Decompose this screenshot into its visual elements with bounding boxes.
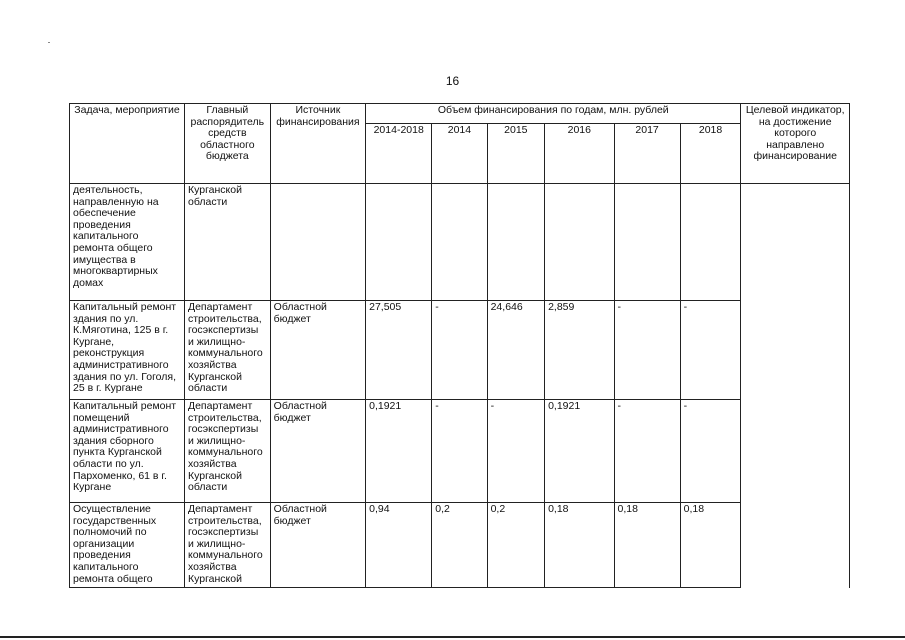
- source-cell: Областной бюджет: [270, 503, 365, 588]
- header-funding: Объем финансирования по годам, млн. рублей: [366, 104, 741, 124]
- indicator-cell: [741, 184, 850, 588]
- value-cell: [614, 184, 680, 301]
- value-cell: -: [680, 301, 741, 400]
- value-cell: [487, 184, 544, 301]
- value-cell: 2,859: [545, 301, 614, 400]
- value-cell: -: [614, 301, 680, 400]
- value-cell: [432, 184, 487, 301]
- task-cell: Осуществление государственных полномочий по организации проведения капитального ремонта общего: [70, 503, 185, 588]
- page-number: 16: [445, 74, 460, 88]
- value-cell: 0,1921: [545, 400, 614, 503]
- table-row: [70, 503, 850, 588]
- value-cell: [545, 184, 614, 301]
- manager-cell: Курганской области: [184, 184, 270, 301]
- manager-cell: Департамент строительства, госэкспертизы и жилищно-коммунального хозяйства Курганской области: [184, 400, 270, 503]
- value-cell: -: [432, 301, 487, 400]
- header-year: 2016: [545, 124, 614, 184]
- value-cell: [680, 184, 741, 301]
- table-row: [70, 184, 850, 301]
- funding-table: [69, 103, 850, 588]
- scan-speck: [48, 42, 50, 43]
- header-row-1: [70, 104, 850, 124]
- value-cell: 0,2: [432, 503, 487, 588]
- value-cell: 0,18: [680, 503, 741, 588]
- value-cell: -: [680, 400, 741, 503]
- header-manager: Главный распорядитель средств областного бюджета: [184, 104, 270, 184]
- task-cell: деятельность, направленную на обеспечение проведения капитального ремонта общего имущества в многоквартирных домах: [70, 184, 185, 301]
- header-year: 2014-2018: [366, 124, 432, 184]
- header-source: Источник финансирования: [270, 104, 365, 184]
- table-row: [70, 400, 850, 503]
- value-cell: 0,18: [545, 503, 614, 588]
- value-cell: 0,1921: [366, 400, 432, 503]
- value-cell: 0,2: [487, 503, 544, 588]
- header-indicator: Целевой индикатор, на достижение которого направлено финансирование: [741, 104, 850, 184]
- header-task: Задача, мероприятие: [70, 104, 185, 184]
- header-year: 2014: [432, 124, 487, 184]
- source-cell: Областной бюджет: [270, 400, 365, 503]
- value-cell: -: [614, 400, 680, 503]
- value-cell: -: [432, 400, 487, 503]
- header-year: 2017: [614, 124, 680, 184]
- value-cell: [366, 184, 432, 301]
- source-cell: Областной бюджет: [270, 301, 365, 400]
- task-cell: Капитальный ремонт помещений административного здания сборного пункта Курганской области по ул. Пархоменко, 61 в г. Кургане: [70, 400, 185, 503]
- header-year: 2015: [487, 124, 544, 184]
- manager-cell: Департамент строительства, госэкспертизы и жилищно-коммунального хозяйства Курганской: [184, 503, 270, 588]
- task-cell: Капитальный ремонт здания по ул. К.Мяготина, 125 в г. Кургане, реконструкция административного здания по ул. Гоголя, 25 в г. Кургане: [70, 301, 185, 400]
- manager-cell: Департамент строительства, госэкспертизы и жилищно-коммунального хозяйства Курганской области: [184, 301, 270, 400]
- header-year: 2018: [680, 124, 741, 184]
- source-cell: [270, 184, 365, 301]
- value-cell: 0,18: [614, 503, 680, 588]
- value-cell: -: [487, 400, 544, 503]
- value-cell: 27,505: [366, 301, 432, 400]
- table-row: [70, 301, 850, 400]
- value-cell: 24,646: [487, 301, 544, 400]
- bottom-rule: [0, 636, 905, 638]
- value-cell: 0,94: [366, 503, 432, 588]
